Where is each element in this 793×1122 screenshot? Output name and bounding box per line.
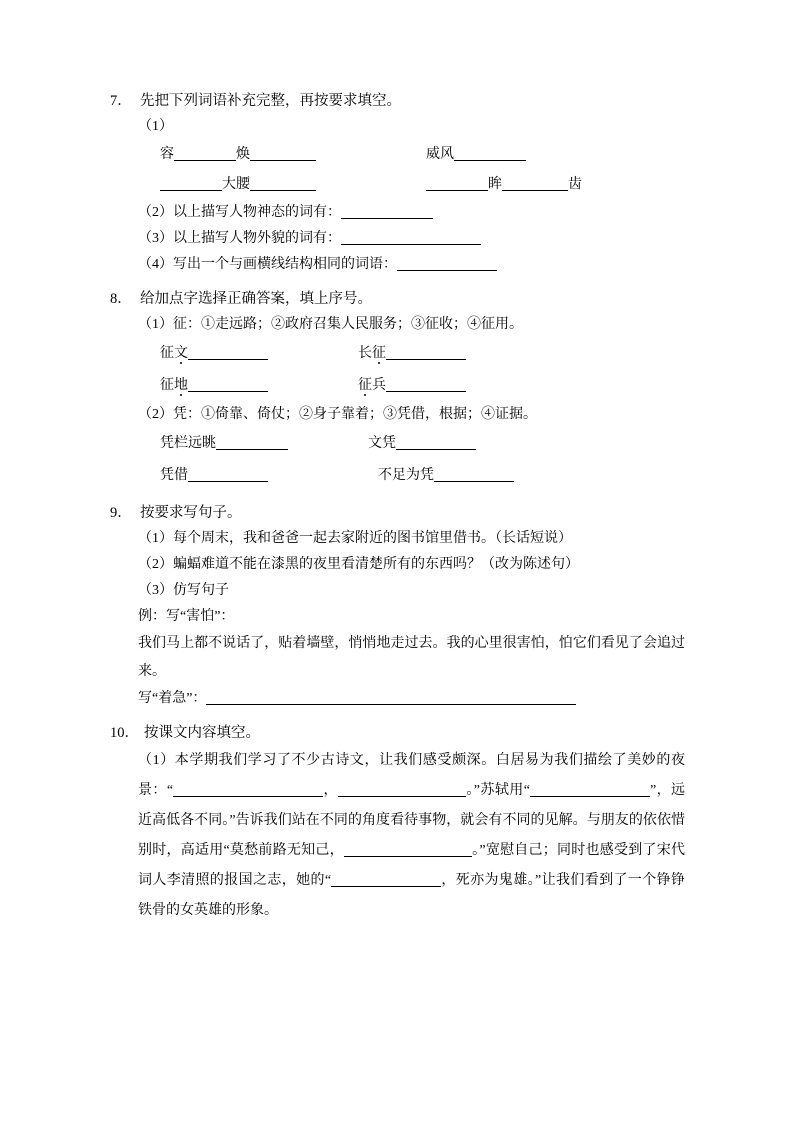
question-9-number: 9． xyxy=(110,505,132,521)
question-10-title: 按课文内容填空。 xyxy=(144,725,260,741)
blank-7-sub-2[interactable] xyxy=(341,203,433,219)
fill-text-part-3: ”，远近高低各不同。”告诉我们站在不同的角度看待事物，就会有不同的见解。与朋友的依依惜别时，高适用“莫愁前路无知己， xyxy=(138,783,686,858)
question-8-pair-row-2 xyxy=(160,370,685,402)
char-8-2-b-pre: 征 xyxy=(358,378,372,393)
blank-10-a[interactable] xyxy=(173,781,323,797)
question-9-write-label: 写“着急”： xyxy=(138,691,207,706)
blank-7-1-a[interactable] xyxy=(174,145,236,161)
blank-7-1-b[interactable] xyxy=(250,145,316,161)
question-9-example-text: 我们马上都不说话了，贴着墙壁，悄悄地走过去。我的心里很害怕，怕它们看见了会追过来。 xyxy=(138,636,685,679)
question-7-header xyxy=(110,88,685,114)
blank-7-2-a[interactable] xyxy=(160,175,222,191)
question-10 xyxy=(110,720,685,926)
word-8-3-a: 凭栏远眺 xyxy=(160,436,216,451)
blank-10-c[interactable] xyxy=(530,781,650,797)
question-7-sub-4-label: （4）写出一个与画横线结构相同的词语： xyxy=(138,257,397,272)
question-7-sub-2-label: （2）以上描写人物神态的词有： xyxy=(138,205,341,220)
word-7-1-right-prefix: 威风 xyxy=(426,147,454,162)
fill-text-quote-open: “ xyxy=(166,783,174,798)
question-10-number: 10． xyxy=(110,725,139,741)
question-7-sub-4 xyxy=(138,252,685,278)
blank-8-3-a[interactable] xyxy=(216,434,288,450)
word-7-1-left-prefix: 容 xyxy=(160,147,174,162)
question-7-sub-2 xyxy=(138,200,685,226)
question-8-pair-row-4 xyxy=(160,460,685,492)
char-8-1-b-pre: 长 xyxy=(358,346,372,361)
blank-9-write[interactable] xyxy=(206,689,576,705)
char-8-1-a-pre: 征 xyxy=(160,346,174,361)
question-9-sub-3: （3）仿写句子 xyxy=(138,583,229,598)
blank-10-e[interactable] xyxy=(331,871,441,887)
blank-10-b[interactable] xyxy=(338,781,466,797)
word-7-1-left-mid: 焕 xyxy=(236,147,250,162)
question-9 xyxy=(110,500,685,712)
word-7-2-left-mid: 大腰 xyxy=(222,177,250,192)
blank-8-1-a[interactable] xyxy=(188,344,268,360)
question-9-header xyxy=(110,500,685,526)
question-7 xyxy=(110,88,685,278)
question-9-write-row xyxy=(138,686,685,712)
char-8-2-b-dot: 兵 xyxy=(372,378,386,393)
question-8-sub-2: （2）凭：①倚靠、倚仗；②身子靠着；③凭借，根据；④证据。 xyxy=(138,407,537,422)
question-7-word-row-1 xyxy=(160,140,685,170)
fill-text-part-5: ，死亦为鬼雄。”让我们看到了一个铮铮铁骨的女英雄的形象。 xyxy=(138,873,685,918)
question-8 xyxy=(110,286,685,492)
blank-7-sub-3[interactable] xyxy=(341,229,481,245)
fill-text-comma: ， xyxy=(323,783,338,798)
char-8-2-a-pre: 征 xyxy=(160,378,174,393)
blank-7-sub-4[interactable] xyxy=(397,255,497,271)
blank-8-2-b[interactable] xyxy=(386,376,466,392)
word-8-4-b: 不足为凭 xyxy=(378,468,434,483)
blank-8-4-b[interactable] xyxy=(434,466,514,482)
question-8-pair-row-1 xyxy=(160,338,685,370)
question-9-example-label: 例：写“害怕”： xyxy=(138,609,235,624)
blank-7-2-d[interactable] xyxy=(502,175,568,191)
char-8-1-b-dot: 征 xyxy=(372,346,386,361)
question-7-sub-1: （1） xyxy=(138,119,173,134)
question-8-header xyxy=(110,286,685,312)
word-8-4-a: 凭借 xyxy=(160,468,188,483)
question-8-pair-row-3 xyxy=(160,428,685,460)
fill-text-part-4: 。”宽慰自己；同时也感受到了宋代词人李清照的报国之志，她的“ xyxy=(138,843,685,888)
blank-7-2-b[interactable] xyxy=(250,175,316,191)
fill-text-part-1: （1）本学期我们学习了不少古诗文，让我们感受颇深。白居易为我们描绘了美妙的夜景： xyxy=(138,753,685,798)
blank-7-1-c[interactable] xyxy=(454,145,526,161)
blank-8-1-b[interactable] xyxy=(386,344,466,360)
word-7-2-right-mid: 眸 xyxy=(488,177,502,192)
word-8-3-b: 文凭 xyxy=(368,436,396,451)
question-9-sub-2: （2）蝙蝠难道不能在漆黑的夜里看清楚所有的东西吗？（改为陈述句） xyxy=(138,557,579,572)
question-7-title: 先把下列词语补充完整，再按要求填空。 xyxy=(140,93,401,109)
question-9-sub-1: （1）每个周末，我和爸爸一起去家附近的图书馆里借书。（长话短说） xyxy=(138,531,572,546)
question-8-number: 8． xyxy=(110,291,132,307)
question-10-fill-paragraph xyxy=(138,746,685,926)
blank-8-4-a[interactable] xyxy=(188,466,268,482)
blank-10-d[interactable] xyxy=(344,841,472,857)
char-8-1-a-dot: 文 xyxy=(174,346,188,361)
question-7-number: 7． xyxy=(110,93,132,109)
question-10-header xyxy=(110,720,685,746)
question-8-sub-1: （1）征：①走远路；②政府召集人民服务；③征收；④征用。 xyxy=(138,317,523,332)
question-9-title: 按要求写句子。 xyxy=(140,505,242,521)
fill-text-part-2: 。”苏轼用“ xyxy=(465,783,530,798)
word-7-2-right-suffix: 齿 xyxy=(568,177,582,192)
question-8-title: 给加点字选择正确答案，填上序号。 xyxy=(140,291,372,307)
question-7-sub-3 xyxy=(138,226,685,252)
blank-7-2-c[interactable] xyxy=(426,175,488,191)
question-7-word-row-2 xyxy=(160,170,685,200)
question-7-sub-3-label: （3）以上描写人物外貌的词有： xyxy=(138,231,341,246)
blank-8-2-a[interactable] xyxy=(188,376,268,392)
char-8-2-a-dot: 地 xyxy=(174,378,188,393)
blank-8-3-b[interactable] xyxy=(396,434,476,450)
question-10-body xyxy=(138,746,685,926)
